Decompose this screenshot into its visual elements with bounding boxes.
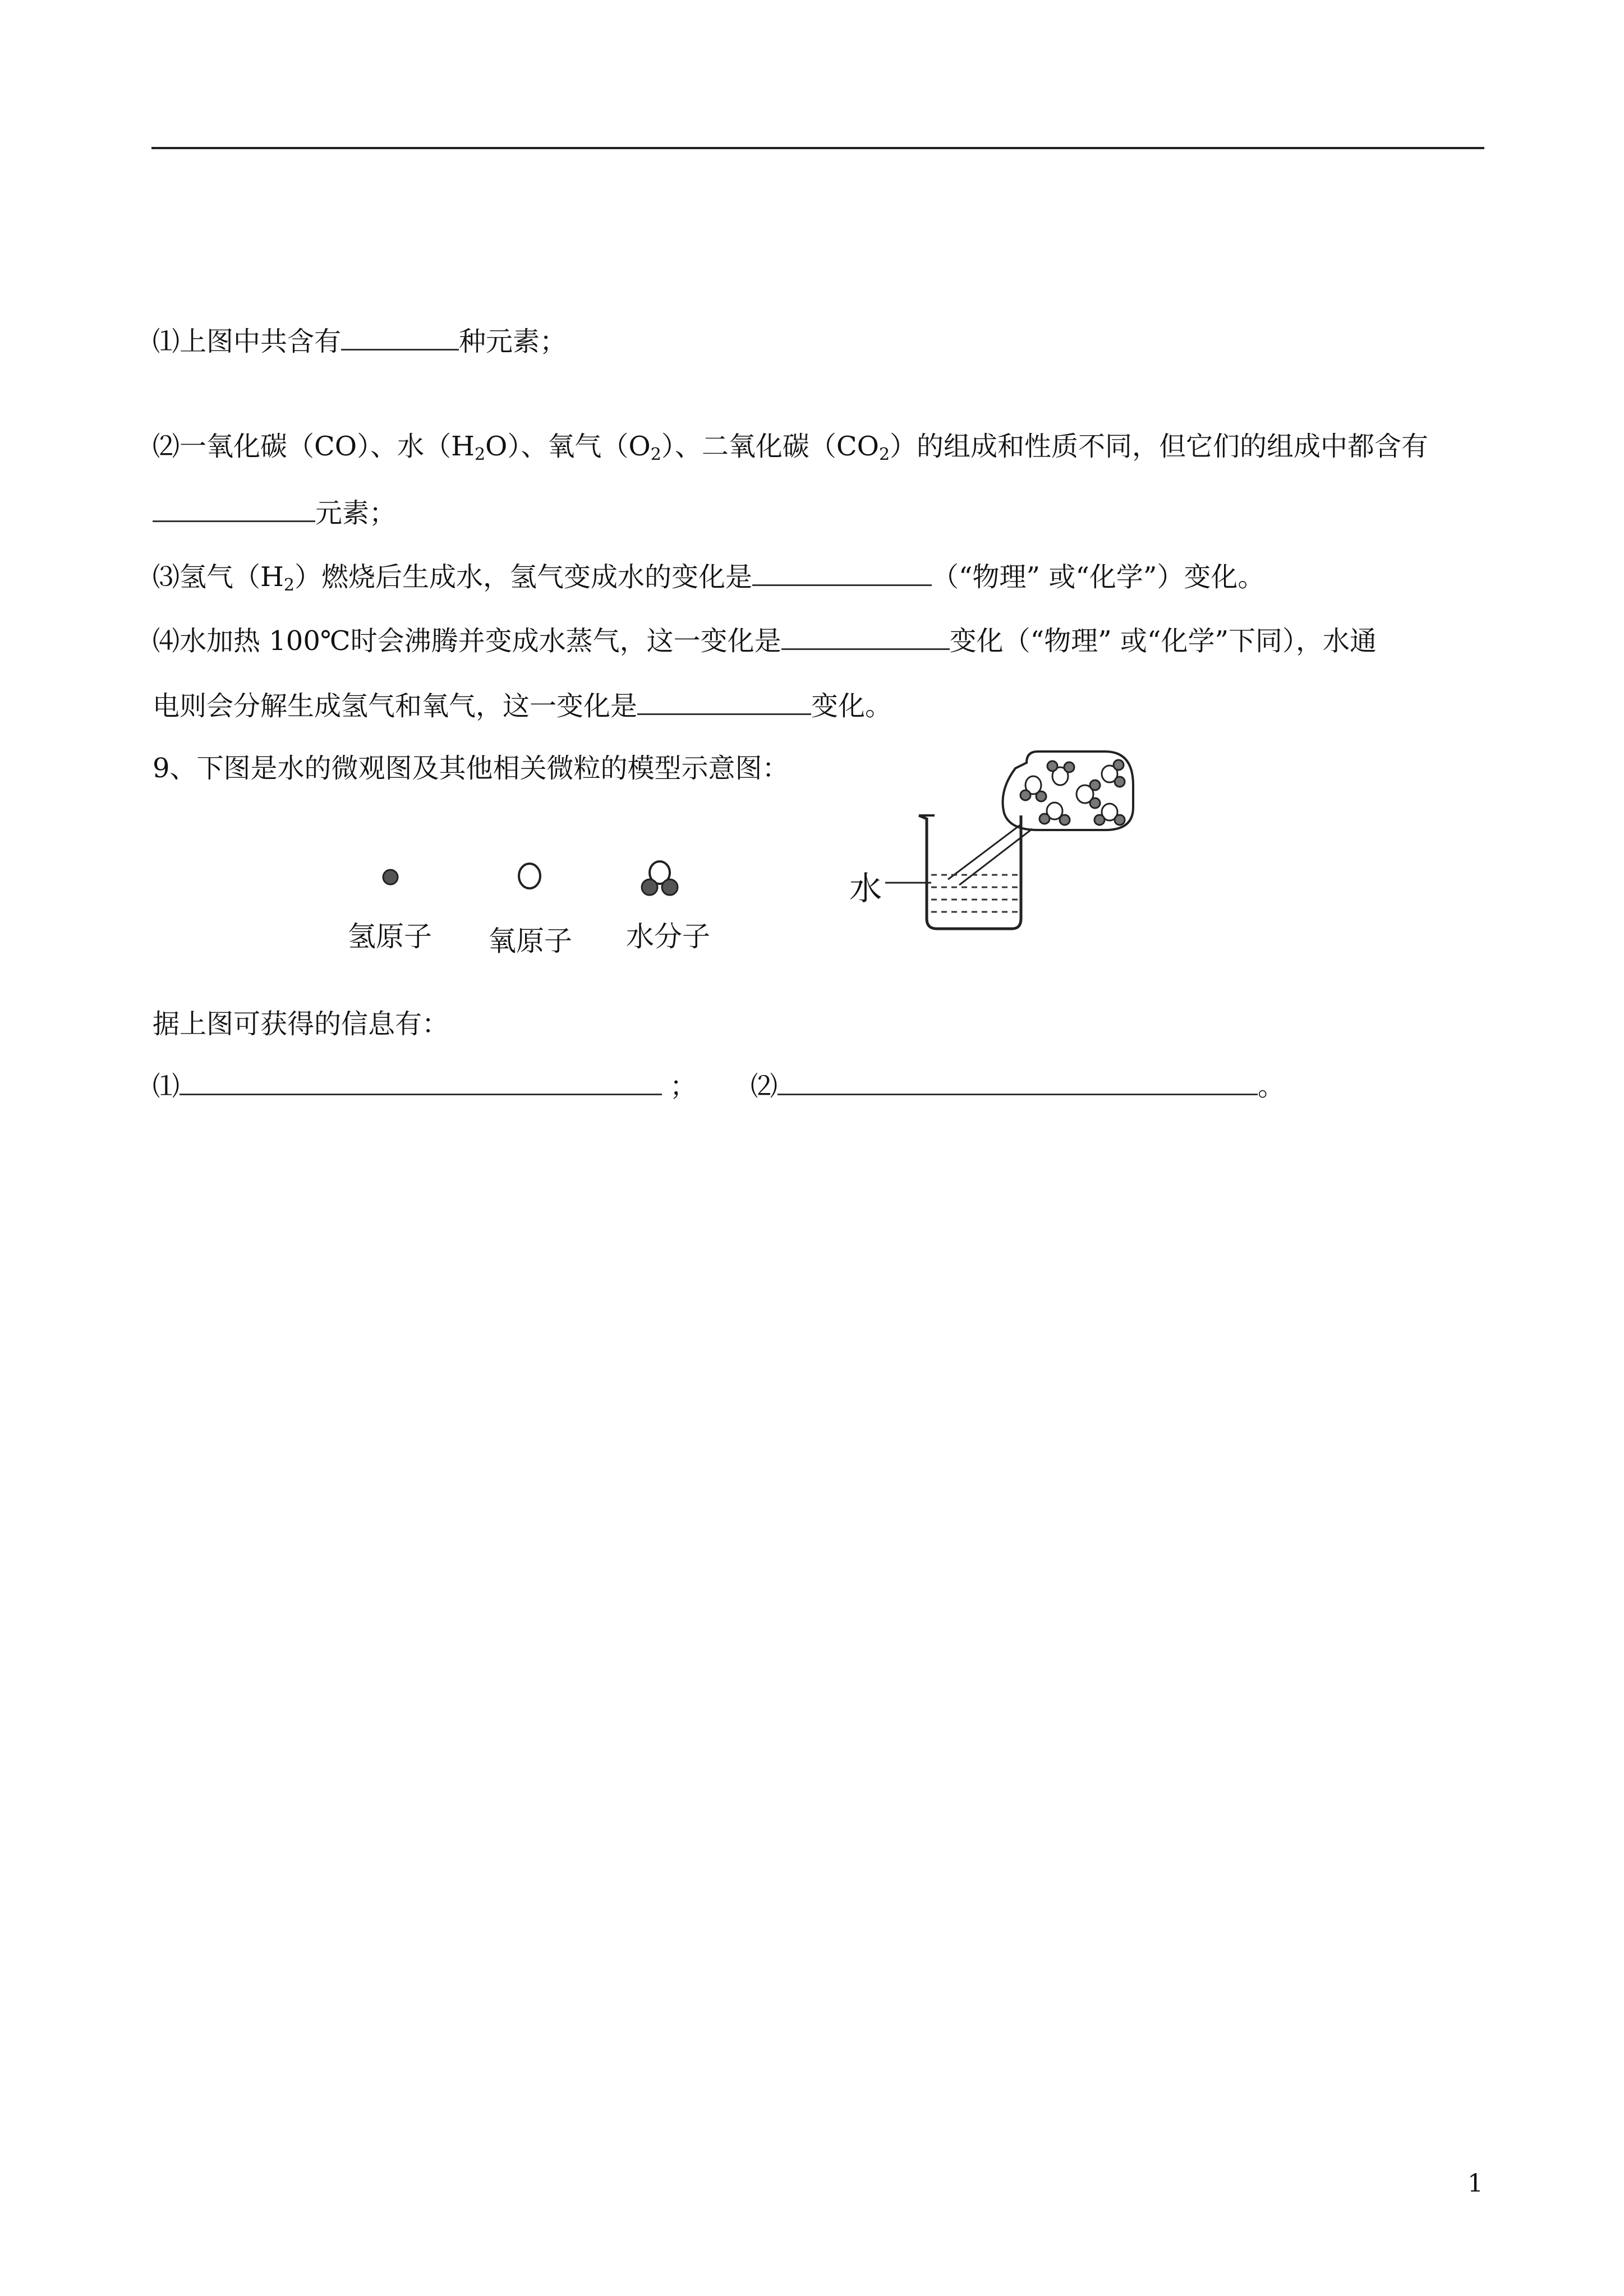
page-number: 1 — [1467, 2169, 1483, 2198]
oxygen-atom-label: 氧原子 — [488, 925, 572, 957]
q9-answers: ⑴ ； ⑵ 。 — [153, 1068, 1285, 1103]
answer-blank-2[interactable] — [153, 495, 315, 522]
particle-legend-figure — [337, 847, 729, 909]
q9-info-prompt: 据上图可获得的信息有： — [153, 1008, 449, 1040]
beaker-figure — [836, 740, 1150, 953]
answer-blank-5[interactable] — [637, 688, 811, 715]
q8-item1: ⑴上图中共含有 种元素； — [153, 323, 567, 358]
q8-item2-line2: 元素； — [153, 495, 396, 530]
hydrogen-atom-label: 氢原子 — [348, 920, 432, 953]
hydrogen-atom-icon — [383, 870, 398, 884]
q8-item4-line2: 电则会分解生成氢气和氧气，这一变化是 变化。 — [153, 688, 892, 723]
answer-blank-3[interactable] — [752, 559, 932, 586]
beaker-water-label: 水 — [849, 869, 882, 907]
q8-item4: ⑷水加热 100℃时会沸腾并变成水蒸气，这一变化是 变化（“物理” 或“化学”下同），水通 — [153, 623, 1377, 658]
oxygen-atom-icon — [519, 864, 540, 888]
water-surface — [931, 875, 1018, 912]
q9-title: 9、下图是水的微观图及其他相关微粒的模型示意图： — [153, 753, 789, 784]
answer-blank-4[interactable] — [781, 623, 950, 650]
answer-line-1[interactable] — [180, 1068, 662, 1095]
answer-line-2[interactable] — [778, 1068, 1258, 1095]
answer-blank-1[interactable] — [341, 323, 459, 351]
water-molecule-label: 水分子 — [626, 920, 710, 953]
header-rule — [151, 147, 1484, 149]
magnified-view-bubble — [948, 751, 1133, 885]
q8-item3: ⑶氢气$(H_2)$燃烧后生成水，氢气变成水的变化是 （“物理” 或“化学”）变化。 — [153, 559, 1264, 594]
q8-item2: ⑵一氧化碳（CO）、水$(H_2O)$、氧气$(O_2)$、二氧化碳$(CO_2)$的组成和性质不同，但它们的组成中都含有 — [153, 431, 1429, 464]
water-molecule-icon — [642, 861, 678, 895]
